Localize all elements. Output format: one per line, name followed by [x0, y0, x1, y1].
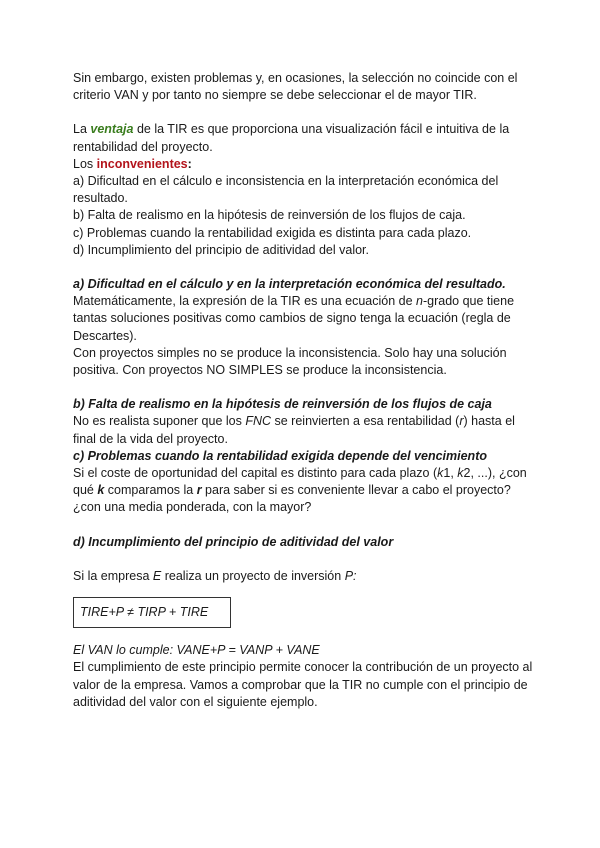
list-item-c: c) Problemas cuando la rentabilidad exigida es distinta para cada plazo. [73, 225, 472, 240]
list-item-b: b) Falta de realismo en la hipótesis de reinversión de los flujos de caja. [73, 208, 466, 223]
sec-b-r: r [459, 414, 464, 429]
section-d-text-2: El cumplimiento de este principio permite conocer la contribución de un proyecto al valor de la empresa. Vamos a comprobar que la TIR no cumple con el principio de aditividad del valor con el siguiente ejemplo. [73, 660, 533, 709]
section-d-heading: d) Incumplimiento del principio de aditividad del valor [73, 534, 394, 549]
section-b-heading: b) Falta de realismo en la hipótesis de reinversión de los flujos de caja [73, 397, 492, 412]
sec-a-t1: Matemáticamente, la expresión de la TIR es una ecuación de [73, 294, 417, 309]
sec-d-t1: Si la empresa [73, 568, 153, 583]
sec-b-fnc: FNC [245, 414, 272, 429]
section-a-text-1 [73, 293, 533, 345]
sec-b-t1: No es realista suponer que los [73, 414, 246, 429]
inconvenientes-line [73, 156, 533, 173]
section-d-text-1 [73, 568, 533, 585]
sec-c-t1: Si el coste de oportunidad del capital es distinto para cada plazo ( [73, 466, 438, 481]
section-c-text [73, 465, 533, 517]
formula-box: TIRE+P ≠ TIRP + TIRE [73, 597, 231, 628]
sec-d-t1b: realiza un proyecto de inversión [161, 568, 345, 583]
sec-c-kb: k [97, 483, 105, 498]
sec-c-k2: k [457, 466, 464, 481]
ventaja-post: de la TIR es que proporciona una visualización fácil e intuitiva de la rentabilidad del proyecto. [73, 122, 510, 154]
sec-c-k1: k [437, 466, 444, 481]
sec-c-t1b: ), ¿con qué [73, 466, 527, 498]
list-item-a: a) Dificultad en el cálculo e inconsistencia en la interpretación económica del resultado. [73, 174, 499, 206]
sec-b-t1b: se reinvierten a esa rentabilidad ( [271, 414, 460, 429]
sec-c-rb: r [196, 483, 202, 498]
sec-a-n: n [416, 294, 423, 309]
inconvenientes-pre: Los [73, 156, 97, 171]
sec-c-t1c: comparamos la [104, 483, 197, 498]
sec-d-e: E [152, 568, 162, 583]
inconvenientes-colon: : [187, 156, 192, 171]
ventaja-word: ventaja [90, 122, 134, 137]
sec-c-t1d: para saber si es conveniente llevar a cabo el proyecto? ¿con una media ponderada, con la mayor? [73, 483, 511, 515]
inconvenientes-word: inconvenientes [96, 156, 188, 171]
sec-c-k2n: 2, ... [463, 466, 488, 481]
ventaja-pre: La [73, 122, 91, 137]
sec-d-p: P: [344, 568, 357, 583]
sec-a-t1b: -grado que tiene tantas soluciones positivas como cambios de signo tenga la ecuación (regla de Descartes). [73, 294, 515, 343]
sec-c-k1n: 1, [443, 466, 458, 481]
sec-b-t1c: ) hasta el final de la vida del proyecto. [73, 414, 515, 446]
ventaja-paragraph [73, 121, 533, 155]
list-item-d: d) Incumplimiento del principio de aditividad del valor. [73, 242, 369, 257]
section-c-heading: c) Problemas cuando la rentabilidad exigida depende del vencimiento [73, 448, 487, 463]
section-b-text [73, 413, 533, 447]
section-a-text-2: Con proyectos simples no se produce la inconsistencia. Solo hay una solución positiva. Con proyectos NO SIMPLES se produce la inconsistencia. [73, 345, 507, 378]
intro-paragraph: Sin embargo, existen problemas y, en ocasiones, la selección no coincide con el criterio VAN y por tanto no siempre se debe seleccionar el de mayor TIR. [73, 71, 518, 103]
document-page [73, 70, 533, 711]
van-line: El VAN lo cumple: VANE+P = VANP + VANE [73, 643, 320, 658]
section-a-heading: a) Dificultad en el cálculo y en la interpretación económica del resultado. [73, 277, 506, 292]
